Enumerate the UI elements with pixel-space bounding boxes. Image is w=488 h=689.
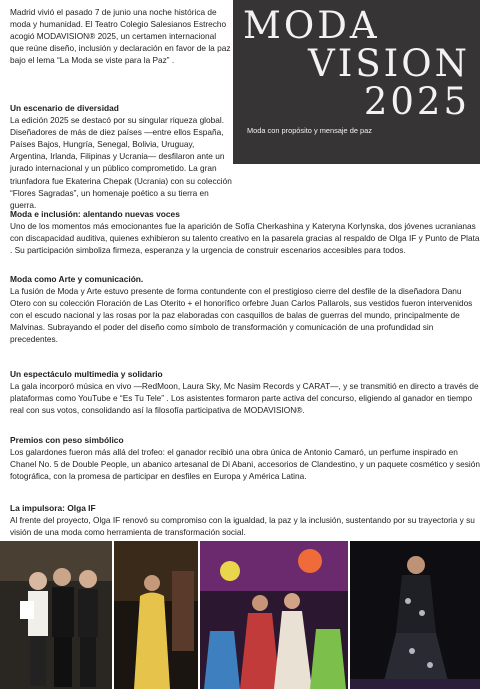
section-art [10,273,480,346]
banner-tagline: Moda con propósito y mensaje de paz [247,126,372,135]
section-multimedia [10,368,480,416]
section-heading: Premios con peso simbólico [10,435,124,445]
section-heading: La impulsora: Olga IF [10,503,96,513]
section-heading: Moda e inclusión: alentando nuevas voces [10,209,180,219]
section-body: La fusión de Moda y Arte estuvo presente de forma contundente con el prestigioso cierre del desfile de la diseñadora Danu Otero con su colección Floración de Las Oterito + el honorífico orfebre Juan Carlos Pallarols, sus vestidos fueron intervenidos con el escudo nacional y las rosas por la paz elaboradas con casquillos de balas de guerras del mundo, principalmente de Malvinas. Subrayando el poder del diseño como símbolo de transformación y comunicación de una profundidad sin precedentes. [10,286,473,345]
photo-stage-finale [200,541,348,689]
section-body: Uno de los momentos más emocionantes fue la aparición de Sofía Cherkashina y Kateryna Korlynska, dos jóvenes ucranianas con discapacidad auditiva, quienes exhibieron su talento creativo en la pasarela gracias al respaldo de Olga IF y Punto de Plata . Su participación simboliza firmeza, esperanza y la urgencia de construir escenarios accesibles para todos. [10,221,480,256]
title-banner [233,0,480,164]
intro-paragraph: Madrid vivió el pasado 7 de junio una noche histórica de moda y humanidad. El Teatro Colegio Salesianos Estrecho acogió MODAVISION® 2025, un certamen internacional que reúne diseño, inclusión y declaración en favor de la paz bajo el lema “La Moda se viste para la Paz” . [10,7,231,66]
section-heading: Un espectáculo multimedia y solidario [10,369,163,379]
section-inclusion [10,208,480,256]
section-awards [10,434,480,482]
banner-title-line-1: MODA [243,4,380,47]
banner-title-line-3: 2025 [363,80,470,123]
photo-designer-gown [350,541,480,689]
section-heading: Un escenario de diversidad [10,103,119,113]
banner-title-line-2: VISION [307,42,470,85]
section-body: Los galardones fueron más allá del trofeo: el ganador recibió una obra única de Antonio Camaró, un perfume inspirado en Chanel No. 5 de Double People, un abanico artesanal de Di Abani, accesorios de Clandestino, y un paquete cosmético y sesión fotográfica, con la promesa de participar en desfiles en Europa y América Latina. [10,447,480,482]
section-diversity [10,102,232,211]
photo-award-winners [0,541,112,689]
section-body: La gala incorporó música en vivo —RedMoon, Laura Sky, Mc Nasim Records y CARAT—, y se transmitió en directo a través de plataformas como YouTube e “Es Tu Tele” . Los asistentes formaron parte activa del concurso, eligiendo al ganador en tiempo real con sus votos, consolidando así la filosofía participativa de MODAVISION®. [10,381,479,416]
photo-runway-model [114,541,198,689]
section-promoter [10,502,480,538]
section-body: La edición 2025 se destacó por su singular riqueza global. Diseñadores de más de diez países —entre ellos España, Países Bajos, Hungría, Senegal, Bolivia, Uruguay, Argentina, Irlanda, Filipinas y Ucrania— desfilaron ante un jurado internacional y un público comprometido. La gran triunfadora fue Ekaterina Chepak (Ucrania) con su colección “Flores Sagradas”, un homenaje poético a su tierra en guerra. [10,115,232,210]
section-body: Al frente del proyecto, Olga IF renovó su compromiso con la igualdad, la paz y la inclusión, sustentando por su trayectoria y su visión de una moda como herramienta de transformación social. [10,515,475,538]
photo-strip [0,541,480,689]
section-heading: Moda como Arte y comunicación. [10,274,144,284]
